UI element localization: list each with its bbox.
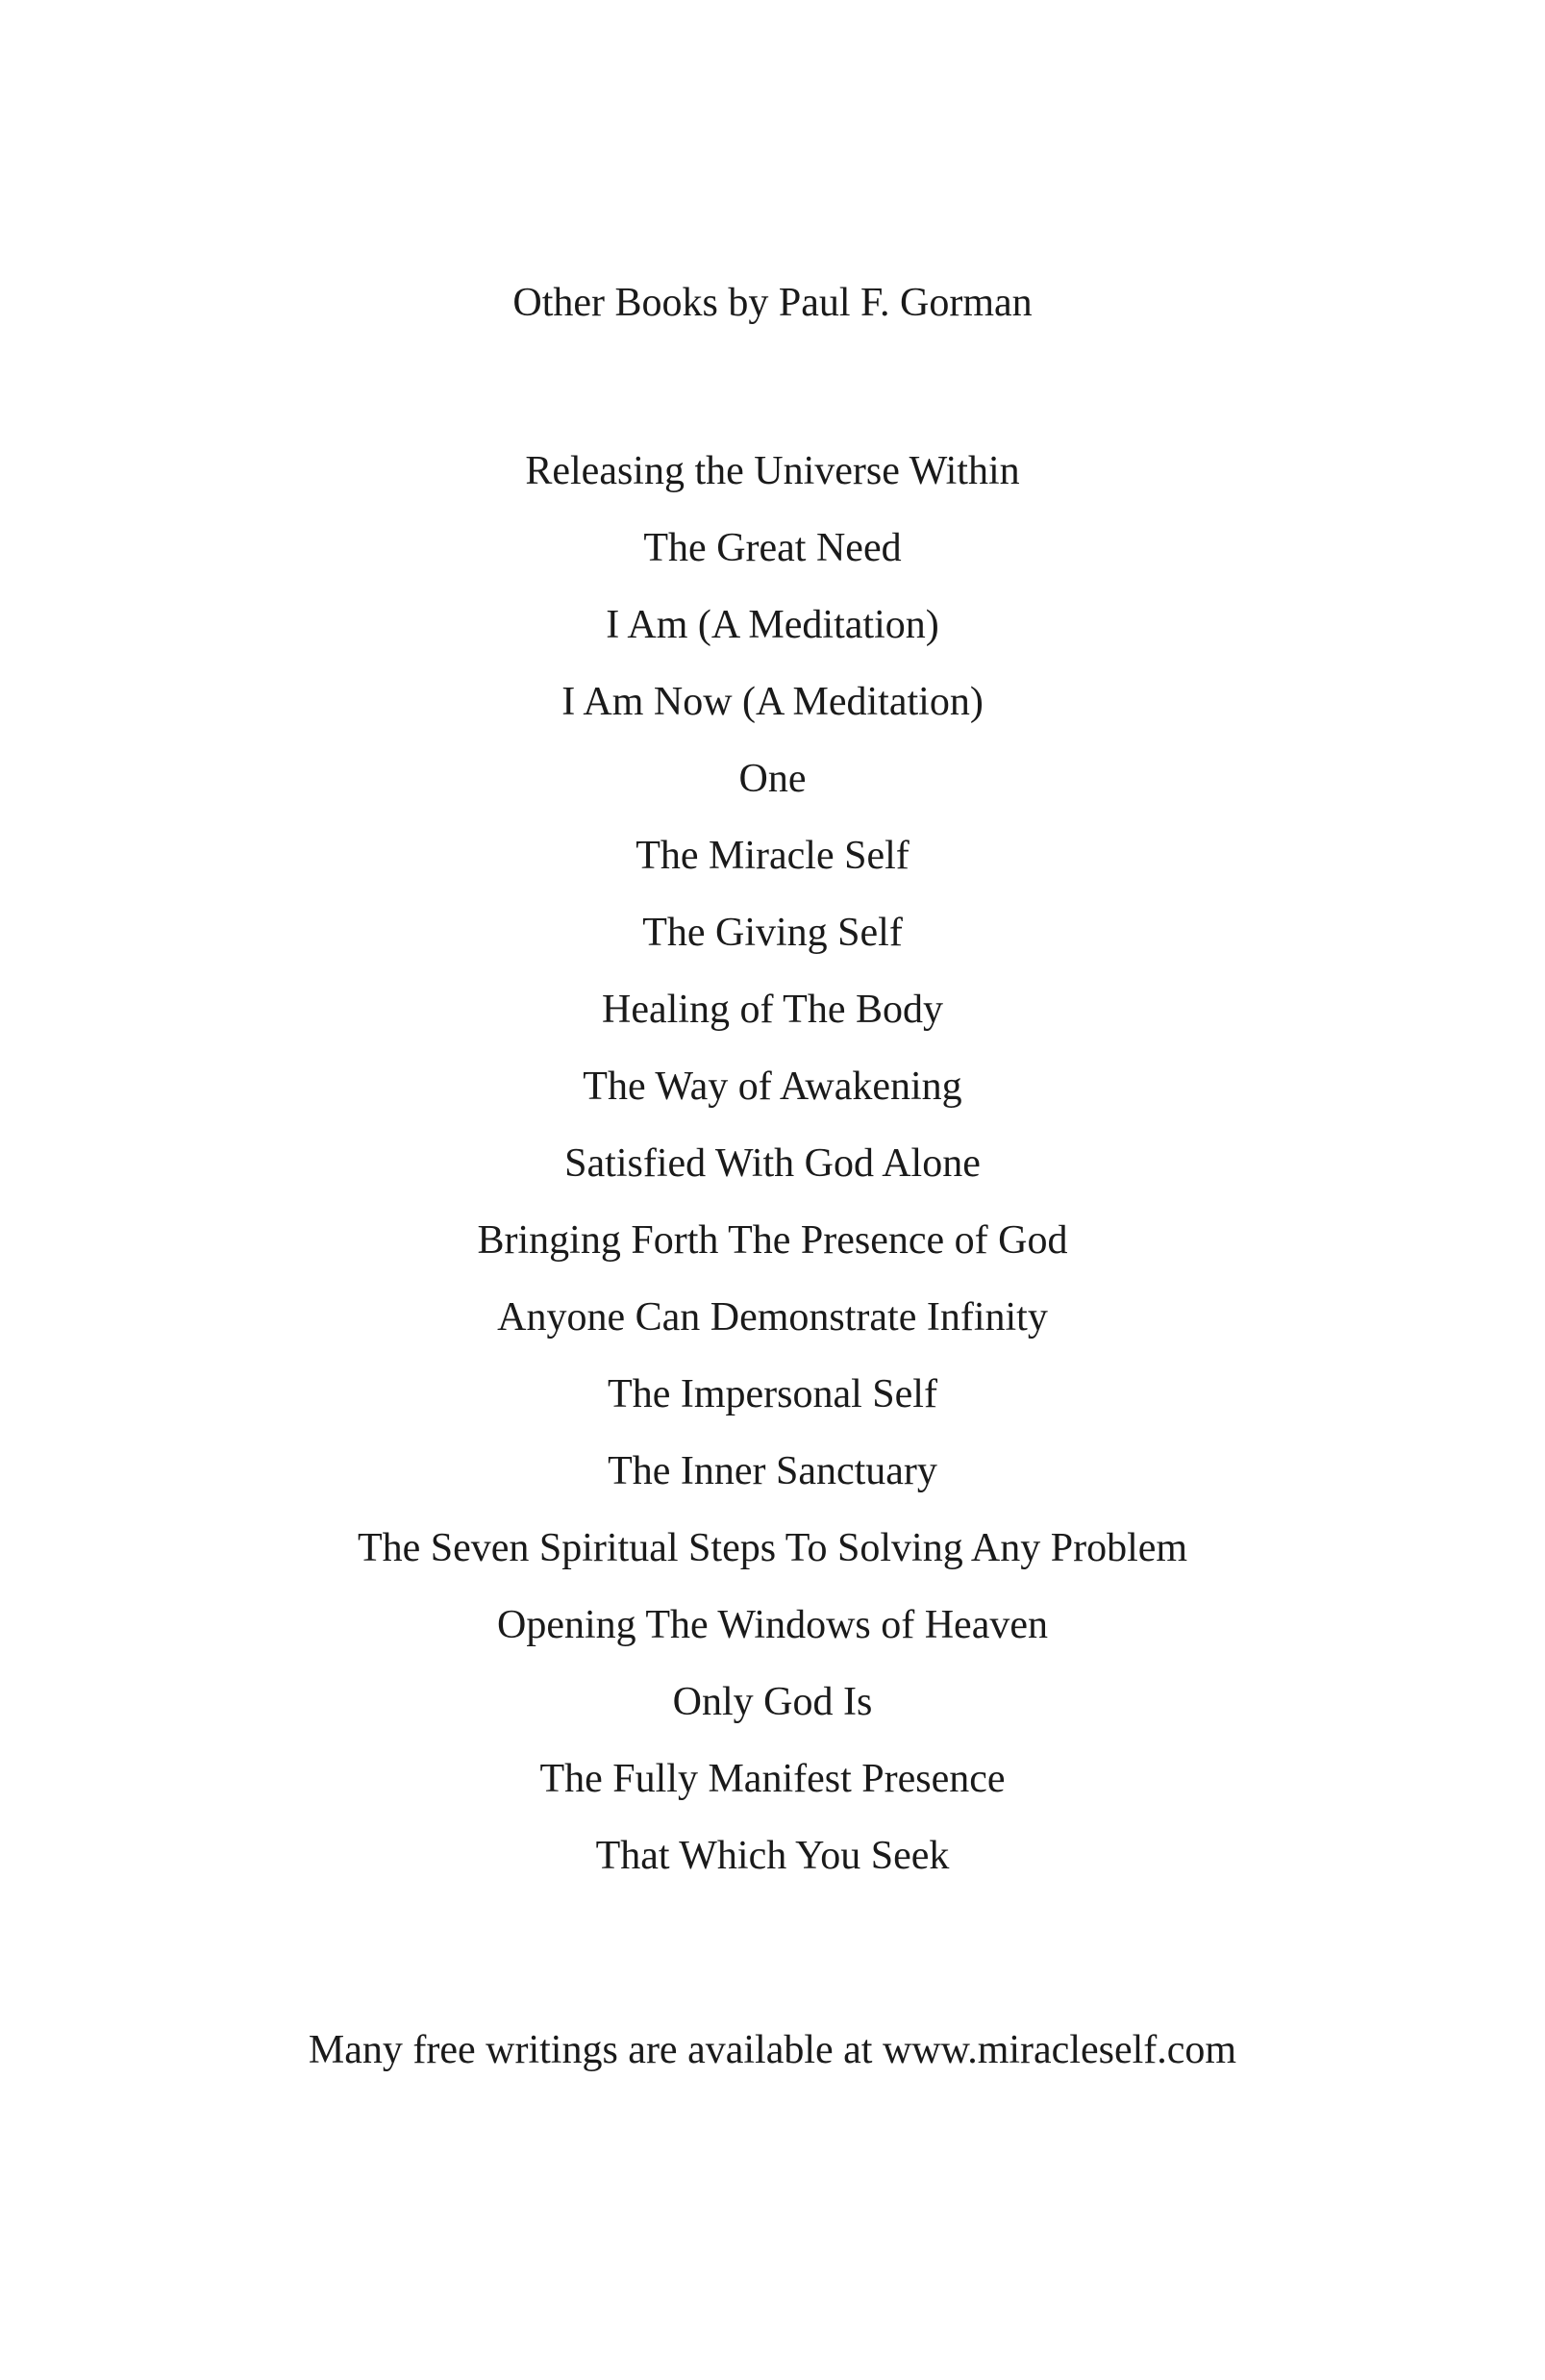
book-title: The Giving Self — [642, 911, 903, 955]
book-list — [0, 442, 1545, 1904]
book-title: Opening The Windows of Heaven — [497, 1603, 1048, 1647]
book-title: Bringing Forth The Presence of God — [477, 1218, 1068, 1263]
book-title: The Great Need — [643, 526, 902, 570]
book-title: The Way of Awakening — [583, 1065, 962, 1109]
book-title: I Am (A Meditation) — [606, 603, 939, 647]
book-title: The Seven Spiritual Steps To Solving Any Problem — [357, 1526, 1188, 1570]
book-title: One — [738, 757, 807, 801]
book-title: Releasing the Universe Within — [525, 449, 1020, 493]
book-title: Anyone Can Demonstrate Infinity — [497, 1295, 1048, 1340]
book-title: I Am Now (A Meditation) — [561, 680, 984, 724]
book-title: Only God Is — [672, 1680, 873, 1724]
book-title: The Miracle Self — [635, 834, 910, 878]
book-title: The Fully Manifest Presence — [539, 1757, 1006, 1801]
book-title: Satisfied With God Alone — [564, 1141, 981, 1186]
book-title: Healing of The Body — [602, 988, 943, 1032]
page-heading: Other Books by Paul F. Gorman — [512, 281, 1033, 325]
footer-note: Many free writings are available at www.miracleself.com — [308, 2028, 1237, 2072]
book-title: That Which You Seek — [595, 1834, 950, 1878]
book-title: The Impersonal Self — [608, 1372, 937, 1416]
book-title: The Inner Sanctuary — [608, 1449, 937, 1493]
